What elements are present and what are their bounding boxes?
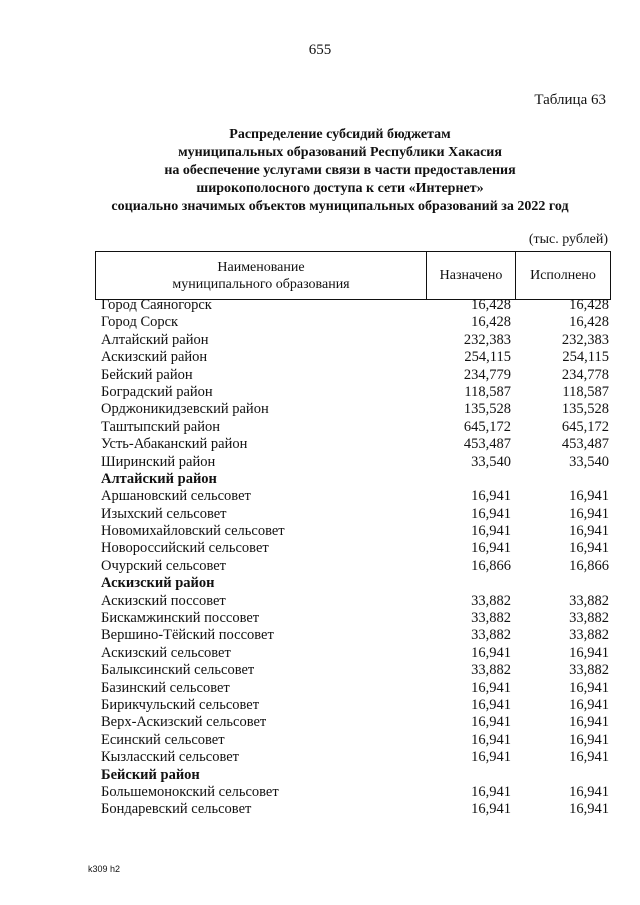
cell-assigned: 16,428 <box>471 314 511 331</box>
table-row <box>101 349 609 366</box>
cell-assigned <box>421 471 511 488</box>
cell-executed: 16,941 <box>569 644 609 661</box>
cell-executed <box>511 575 609 592</box>
cell-assigned: 16,866 <box>471 557 511 574</box>
table-row <box>101 593 609 610</box>
cell-name: Бондаревский сельсовет <box>101 801 252 818</box>
cell-assigned: 135,528 <box>463 401 511 418</box>
cell-assigned: 33,540 <box>471 453 511 470</box>
units-label: (тыс. рублей) <box>528 232 608 247</box>
cell-assigned: 16,941 <box>471 505 511 522</box>
cell-assigned: 118,587 <box>464 383 511 400</box>
cell-name: Бейский район <box>101 366 193 383</box>
cell-executed: 16,941 <box>569 749 609 766</box>
cell-name: Очурский сельсовет <box>101 557 227 574</box>
cell-name: Большемонокский сельсовет <box>101 783 279 800</box>
cell-name: Алтайский район <box>101 331 209 348</box>
cell-assigned: 16,941 <box>471 644 511 661</box>
cell-name: Изыхский сельсовет <box>101 505 227 522</box>
cell-executed: 16,866 <box>569 557 609 574</box>
table-row <box>101 314 609 331</box>
cell-name: Верх-Аскизский сельсовет <box>101 714 267 731</box>
cell-name: Ширинский район <box>101 453 216 470</box>
table-row <box>101 297 609 314</box>
page-number: 655 <box>308 42 332 58</box>
cell-executed: 33,882 <box>569 662 609 679</box>
header-name <box>96 252 427 299</box>
cell-assigned <box>421 575 511 592</box>
table-row <box>101 488 609 505</box>
table-header <box>95 251 611 300</box>
cell-name: Усть-Абаканский район <box>101 436 248 453</box>
cell-assigned: 16,941 <box>471 488 511 505</box>
cell-name: Есинский сельсовет <box>101 731 225 748</box>
cell-name: Балыксинский сельсовет <box>101 662 255 679</box>
cell-name: Таштыпский район <box>101 418 221 435</box>
cell-name: Аскизский район <box>101 575 215 592</box>
cell-name: Боградский район <box>101 383 213 400</box>
cell-executed: 16,941 <box>569 540 609 557</box>
cell-executed: 33,882 <box>569 627 609 644</box>
title-line: Распределение субсидий бюджетам <box>229 127 451 142</box>
cell-assigned: 16,941 <box>471 749 511 766</box>
cell-assigned: 645,172 <box>463 418 511 435</box>
cell-assigned: 16,428 <box>471 297 511 313</box>
cell-name: Базинский сельсовет <box>101 679 230 696</box>
cell-name: Орджоникидзевский район <box>101 401 269 418</box>
cell-assigned: 16,941 <box>471 540 511 557</box>
group-header-row <box>101 471 609 488</box>
table-row <box>101 714 609 731</box>
table-row <box>101 801 609 818</box>
cell-assigned: 232,383 <box>463 331 511 348</box>
table-row <box>101 662 609 679</box>
cell-executed: 16,941 <box>569 731 609 748</box>
table-row <box>101 419 609 436</box>
cell-name: Аскизский сельсовет <box>101 644 231 661</box>
table-row <box>101 558 609 575</box>
cell-name: Новороссийский сельсовет <box>101 540 269 557</box>
cell-name: Алтайский район <box>101 470 217 487</box>
header-executed: Исполнено <box>530 268 596 283</box>
table-row <box>101 401 609 418</box>
cell-name: Аршановский сельсовет <box>101 488 251 505</box>
cell-executed: 16,941 <box>569 679 609 696</box>
cell-executed <box>511 767 609 784</box>
table-row <box>101 645 609 662</box>
cell-name: Город Сорск <box>101 314 179 331</box>
header-name-line2: муниципального образования <box>172 276 350 292</box>
cell-executed: 254,115 <box>562 349 609 366</box>
header-assigned: Назначено <box>427 252 516 299</box>
cell-executed: 135,528 <box>561 401 609 418</box>
title-line: муниципальных образований Республики Хакасия <box>178 145 502 160</box>
cell-executed: 33,540 <box>569 453 609 470</box>
cell-assigned: 16,941 <box>471 731 511 748</box>
cell-executed: 16,428 <box>569 297 609 313</box>
cell-executed: 33,882 <box>569 592 609 609</box>
cell-name: Аскизский поссовет <box>101 592 226 609</box>
cell-executed: 118,587 <box>562 383 609 400</box>
cell-executed: 645,172 <box>561 418 609 435</box>
cell-name: Новомихайловский сельсовет <box>101 523 285 540</box>
cell-executed: 16,941 <box>569 523 609 540</box>
table-row <box>101 784 609 801</box>
cell-assigned: 453,487 <box>463 436 511 453</box>
table-label: Таблица 63 <box>534 92 606 108</box>
cell-name: Вершино-Тёйский поссовет <box>101 627 274 644</box>
group-header-row <box>101 575 609 592</box>
table-row <box>101 506 609 523</box>
cell-assigned: 16,941 <box>471 523 511 540</box>
table-title <box>60 126 620 216</box>
cell-executed: 16,428 <box>569 314 609 331</box>
cell-assigned: 33,882 <box>471 662 511 679</box>
table-body <box>101 297 609 819</box>
table-row <box>101 697 609 714</box>
cell-executed: 16,941 <box>569 696 609 713</box>
table-row <box>101 332 609 349</box>
cell-name: Бейский район <box>101 766 200 783</box>
cell-assigned: 33,882 <box>471 627 511 644</box>
cell-executed: 234,778 <box>561 366 609 383</box>
footer-code: k309 h2 <box>88 864 121 874</box>
cell-name: Кызласский сельсовет <box>101 749 239 766</box>
table-row <box>101 523 609 540</box>
cell-assigned: 254,115 <box>464 349 511 366</box>
cell-assigned: 16,941 <box>471 801 511 818</box>
table-row <box>101 627 609 644</box>
cell-name: Город Саяногорск <box>101 297 212 313</box>
cell-assigned: 33,882 <box>471 610 511 627</box>
table-row <box>101 732 609 749</box>
cell-assigned: 16,941 <box>471 714 511 731</box>
table-row <box>101 454 609 471</box>
cell-assigned: 234,779 <box>463 366 511 383</box>
title-line: на обеспечение услугами связи в части предоставления <box>164 163 516 178</box>
header-name-line1: Наименование <box>217 259 305 275</box>
title-line: социально значимых объектов муниципальных образований за 2022 год <box>111 199 569 214</box>
cell-executed: 453,487 <box>561 436 609 453</box>
cell-assigned: 16,941 <box>471 783 511 800</box>
group-header-row <box>101 767 609 784</box>
cell-assigned: 33,882 <box>471 592 511 609</box>
cell-executed: 16,941 <box>569 488 609 505</box>
cell-executed: 16,941 <box>569 714 609 731</box>
title-line: широкополосного доступа к сети «Интернет» <box>196 181 484 196</box>
cell-name: Бирикчульский сельсовет <box>101 696 260 713</box>
cell-executed: 16,941 <box>569 801 609 818</box>
table-row <box>101 680 609 697</box>
table-row <box>101 610 609 627</box>
cell-assigned <box>421 767 511 784</box>
table-row <box>101 749 609 766</box>
table-row <box>101 384 609 401</box>
cell-name: Бискамжинский поссовет <box>101 610 260 627</box>
table-row <box>101 367 609 384</box>
cell-executed: 16,941 <box>569 505 609 522</box>
cell-executed <box>511 471 609 488</box>
cell-assigned: 16,941 <box>471 696 511 713</box>
cell-assigned: 16,941 <box>471 679 511 696</box>
cell-executed: 232,383 <box>561 331 609 348</box>
cell-executed: 33,882 <box>569 610 609 627</box>
table-row <box>101 436 609 453</box>
cell-name: Аскизский район <box>101 349 208 366</box>
table-row <box>101 540 609 557</box>
cell-executed: 16,941 <box>569 783 609 800</box>
